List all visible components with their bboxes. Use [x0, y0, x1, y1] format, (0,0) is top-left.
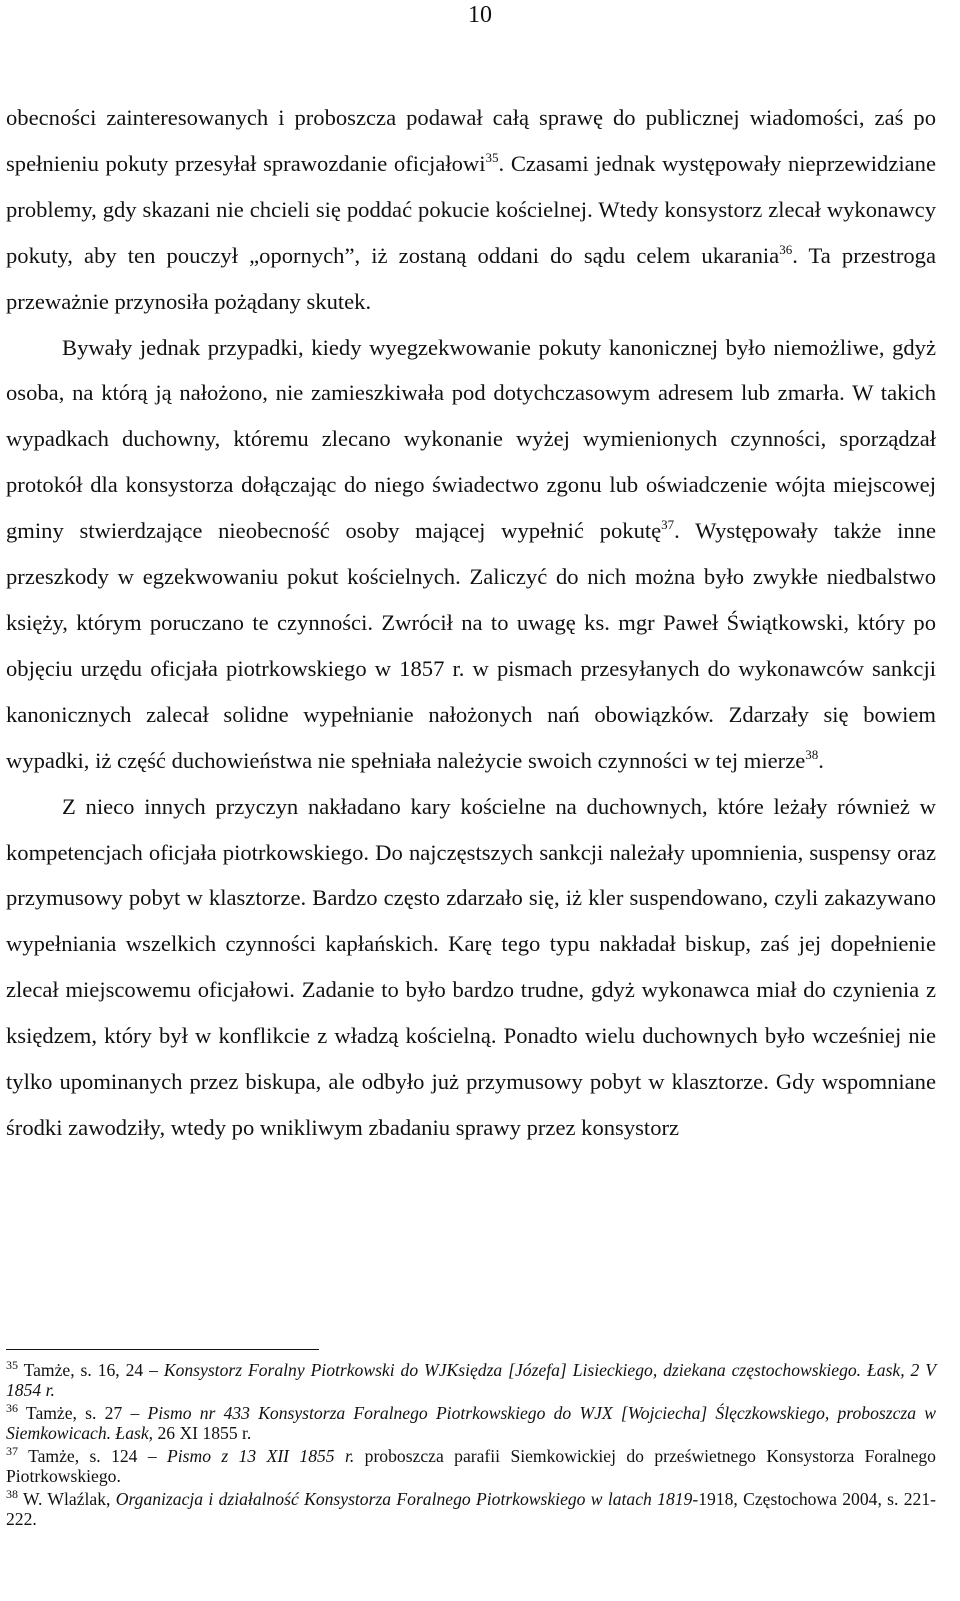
footnote-reference: 36 [779, 241, 793, 257]
italic-text: Pismo z 13 XII 1855 r. [167, 1446, 355, 1466]
footnote [6, 1489, 936, 1529]
text-run: Tamże, s. 124 – [28, 1446, 168, 1466]
footnote-separator [6, 1349, 319, 1350]
paragraph [6, 95, 936, 325]
text-run: Bywały jednak przypadki, kiedy wyegzekwowanie pokuty kanonicznej było niemożliwe, gdyż osoba, na którą ją nałożono, nie zamieszkiwała pod dotychczasowym adresem lub zmarła. W takich wypadkach duchowny, któremu zlecano wykonanie wyżej wymienionych czynności, sporządzał protokół dla konsystorza dołączając do niego świadectwo zgonu lub oświadczenie wójta miejscowej gminy stwierdzające nieobecność osoby mającej wypełnić pokutę [6, 334, 936, 544]
footnote [6, 1360, 936, 1400]
body-text [6, 95, 936, 1151]
paragraph [6, 784, 936, 1151]
text-run: Z nieco innych przyczyn nakładano kary kościelne na duchownych, które leżały również w kompetencjach oficjała piotrkowskiego. Do najczęstszych sankcji należały upomnienia, suspensy oraz przymusowy pobyt w klasztorze. Bardzo często zdarzało się, iż kler suspendowano, czyli zakazywano wypełniania wszelkich czynności kapłańskich. Karę tego typu nakładał biskup, zaś jej dopełnienie zlecał miejscowemu oficjałowi. Zadanie to było bardzo trudne, gdyż wykonawca miał do czynienia z księdzem, który był w konflikcie z władzą kościelną. Ponadto wielu duchownych było wcześniej nie tylko upominanych przez biskupa, ale odbyło już przymusowy pobyt w klasztorze. Gdy wspomniane środki zawodziły, wtedy po wnikliwym zbadaniu sprawy przez konsystorz [6, 793, 936, 1140]
text-run: . Ta przestroga przeważnie przynosiła pożądany skutek. [6, 242, 936, 314]
italic-text: Organizacja i działalność Konsystorza Foralnego Piotrkowskiego w latach 1819 [115, 1489, 693, 1509]
paragraph [6, 325, 936, 784]
text-run: W. Wlaźlak, [23, 1489, 116, 1509]
footnote [6, 1403, 936, 1443]
page-number: 10 [468, 2, 492, 28]
italic-text: Konsystorz Foralny Piotrkowski do WJKsiędza [Józefa] Lisieckiego, dziekana częstochowskiego. Łask, 2 V 1854 r. [6, 1360, 936, 1400]
text-run: obecności zainteresowanych i proboszcza podawał całą sprawę do publicznej wiadomości, zaś po spełnieniu pokuty przesyłał sprawozdanie oficjałowi [6, 105, 936, 176]
footnote-number: 37 [6, 1444, 18, 1458]
footnote [6, 1446, 936, 1486]
text-run: . Występowały także inne przeszkody w egzekwowaniu pokut kościelnych. Zaliczyć do nich można było zwykłe niedbalstwo księży, którym poruczano te czynności. Zwrócił na to uwagę ks. mgr Paweł Świątkowski, który po objęciu urzędu oficjała piotrkowskiego w 1857 r. w pismach przesyłanych do wykonawców sankcji kanonicznych zalecał solidne wypełnianie nałożonych nań obowiązków. Zdarzały się bowiem wypadki, iż część duchowieństwa nie spełniała należycie swoich czynności w tej mierze [6, 518, 936, 773]
text-run: 26 XI 1855 r. [153, 1423, 252, 1443]
text-run: -1918, Częstochowa 2004, s. 221-222. [6, 1489, 936, 1529]
footnotes [6, 1360, 936, 1532]
text-run: Tamże, s. 16, 24 – [23, 1360, 164, 1380]
text-run: . Czasami jednak występowały nieprzewidziane problemy, gdy skazani nie chcieli się poddać pokucie kościelnej. Wtedy konsystorz zlecał wykonawcy pokuty, aby ten pouczył „opornych”, iż zostaną oddani do sądu celem ukarania [6, 150, 936, 268]
footnote-number: 35 [6, 1358, 18, 1372]
footnote-reference: 37 [661, 517, 675, 533]
text-run: . [818, 747, 824, 773]
footnote-reference: 35 [485, 149, 499, 165]
text-run: proboszcza parafii Siemkowickiej do prześwietnego Konsystorza Foralnego Piotrkowskiego. [6, 1446, 936, 1486]
footnote-reference: 38 [805, 746, 819, 762]
footnote-number: 38 [6, 1487, 18, 1501]
italic-text: Pismo nr 433 Konsystorza Foralnego Piotrkowskiego do WJX [Wojciecha] Ślęczkowskiego, proboszcza w Siemkowicach. Łask, [6, 1403, 936, 1443]
footnote-number: 36 [6, 1401, 18, 1415]
text-run: Tamże, s. 27 – [25, 1403, 148, 1423]
